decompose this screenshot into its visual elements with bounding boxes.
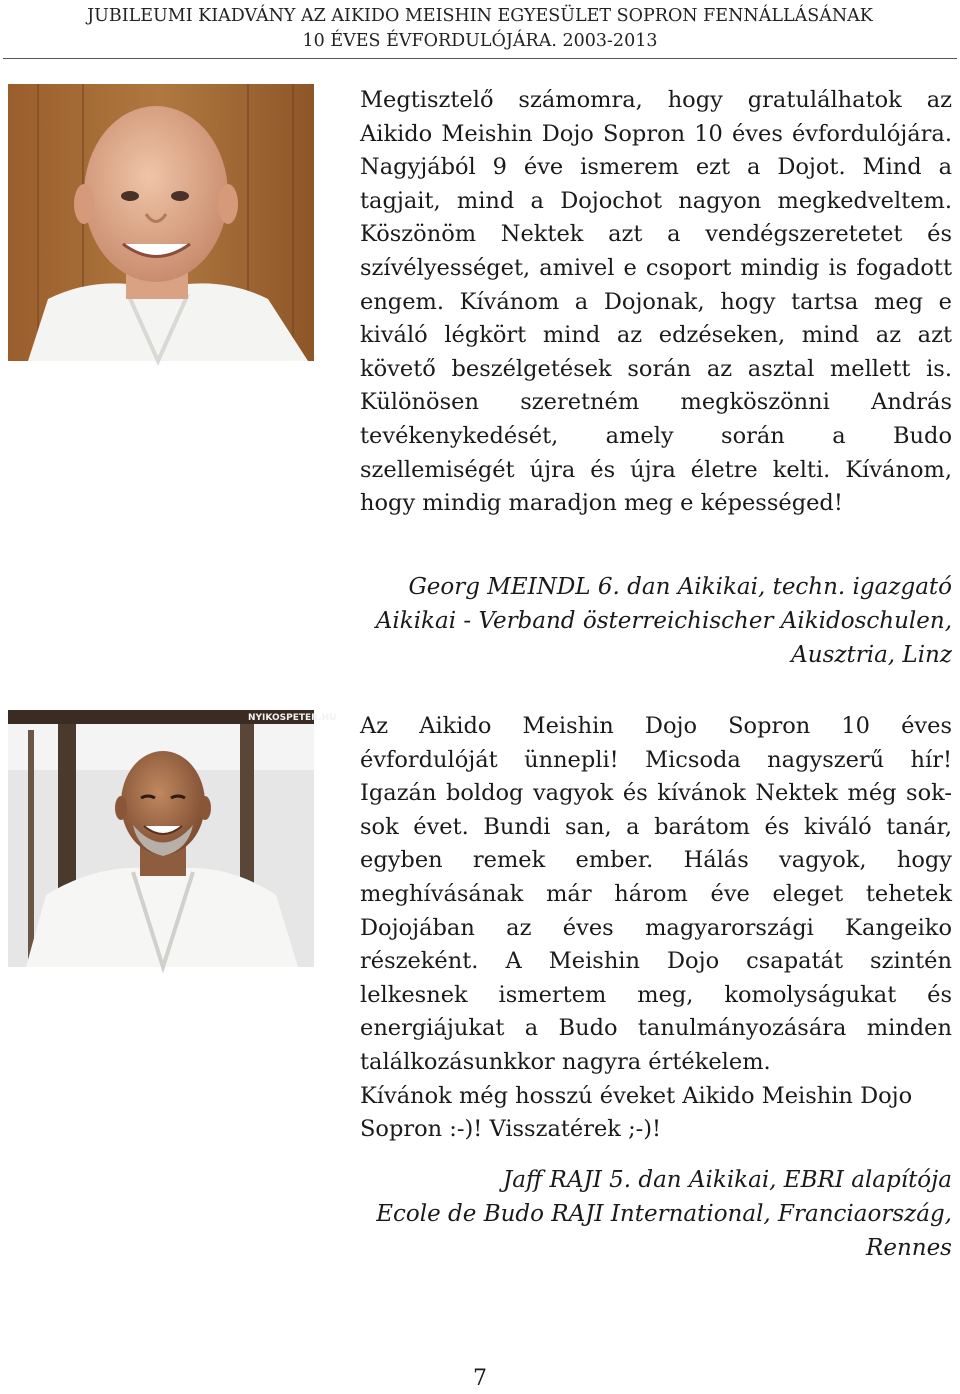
signature-block-2: [360, 1163, 952, 1265]
signature-2-line-3: Rennes: [866, 1235, 952, 1261]
greeting-closing-2: Kívánok még hosszú éveket Aikido Meishin Dojo Sopron :-)! Visszatérek ;-)!: [360, 1082, 913, 1143]
header-line-2: 10 ÉVES ÉVFORDULÓJÁRA. 2003-2013: [302, 31, 658, 51]
signature-1-line-3: Ausztria, Linz: [791, 642, 952, 668]
header-divider: [3, 58, 957, 59]
portrait-photo-georg-meindl: [8, 84, 314, 361]
portrait-photo-jaff-raji: [8, 710, 337, 967]
greeting-text-2-container: [360, 710, 952, 1147]
page-header: [0, 0, 960, 58]
signature-1-line-2: Aikikai - Verband österreichischer Aikidoschulen,: [375, 608, 952, 634]
portrait-photo-icon: [8, 710, 337, 967]
greeting-text-2: Az Aikido Meishin Dojo Sopron 10 éves évfordulóját ünnepli! Micsoda nagyszerű hír! Igazán boldog vagyok és kívánok Nektek még sok-sok évet. Bundi san, a barátom és kiváló tanár, egyben remek ember. Hálás vagyok, hogy meghívásának már három éve eleget tehetek Dojojában az éves magyarországi Kangeiko részeként. A Meishin Dojo csapatát szintén lelkesnek ismertem meg, komolyságukat és energiájukat a Budo tanulmányozására minden találkozásunkkor nagyra értékelem.: [360, 713, 952, 1075]
signature-2-line-2: Ecole de Budo RAJI International, Franciaország,: [376, 1201, 952, 1227]
greeting-text-1: Megtisztelő számomra, hogy gratulálhatok az Aikido Meishin Dojo Sopron 10 éves évfordulójára. Nagyjából 9 éve ismerem ezt a Dojot. Mind a tagjait, mind a Dojochot nagyon megkedveltem. Köszönöm Nektek azt a vendégszeretetet és szívélyességet, amivel e csoport mindig is fogadott engem. Kívánom a Dojonak, hogy tartsa meg e kiváló légkört mind az edzéseken, mind az azt követő beszélgetések során az asztal mellett is. Különösen szeretném megköszönni András tevékenykedését, amely során a Budo szellemiségét újra és újra életre kelti. Kívánom, hogy mindig maradjon meg e képességed!: [360, 87, 952, 517]
photo-watermark: NYIKOSPETER.HU: [248, 713, 337, 723]
page-number: 7: [473, 1366, 487, 1391]
header-line-1: JUBILEUMI KIADVÁNY AZ AIKIDO MEISHIN EGYESÜLET SOPRON FENNÁLLÁSÁNAK: [87, 6, 873, 26]
signature-block-1: [360, 570, 952, 672]
signature-2-line-1: Jaff RAJI 5. dan Aikikai, EBRI alapítója: [503, 1167, 952, 1193]
signature-1-line-1: Georg MEINDL 6. dan Aikikai, techn. igazgató: [408, 574, 952, 600]
portrait-photo-icon: [8, 84, 314, 361]
